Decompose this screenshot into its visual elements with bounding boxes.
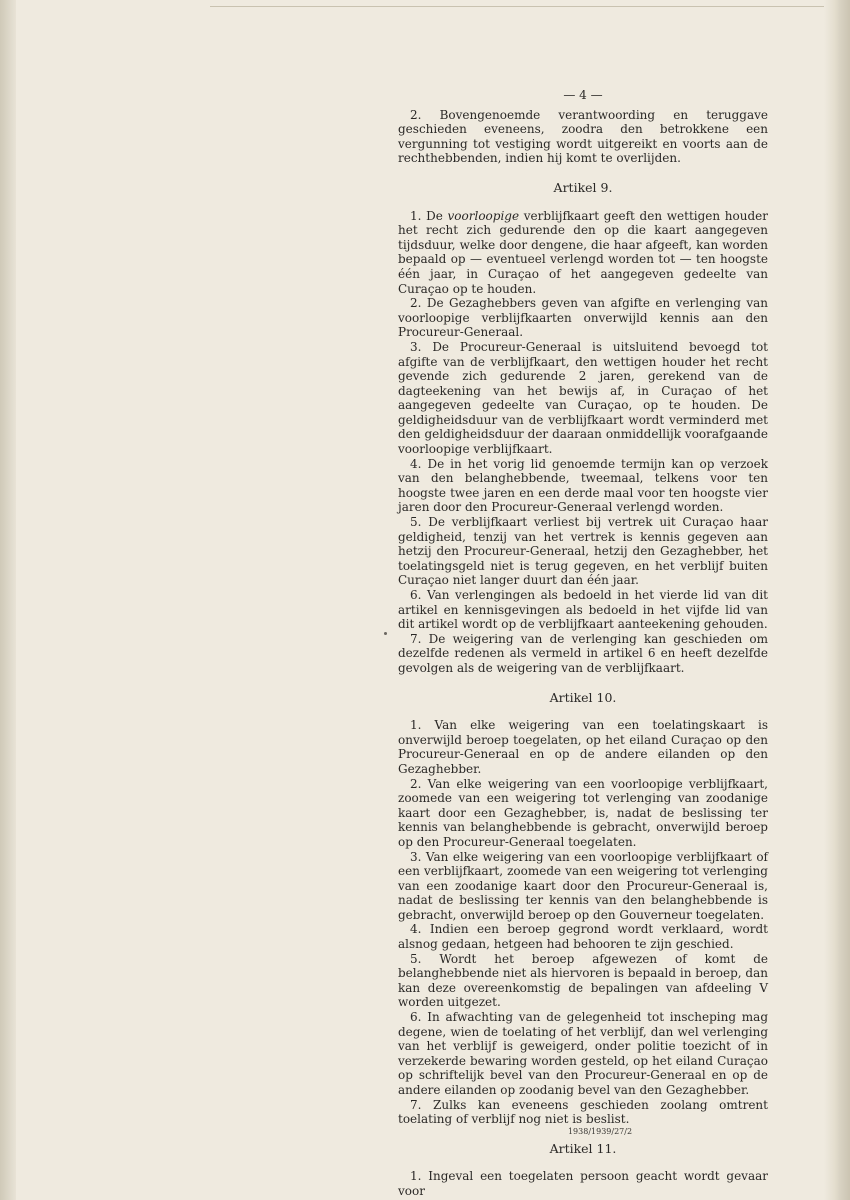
- article-10-paragraph: 4. Indien een beroep gegrond wordt verklaard, wordt alsnog gedaan, hetgeen had behooren te zijn geschied.: [398, 922, 768, 952]
- text-column: [398, 88, 768, 1199]
- article-10-paragraph: 1. Van elke weigering van een toelatingskaart is onverwijld beroep toegelaten, op het eiland Curaçao op den Procureur-Generaal en op de andere eilanden op den Gezaghebber.: [398, 718, 768, 776]
- page-stack-edge: [824, 0, 850, 1200]
- sheet-edge-line: [210, 6, 825, 7]
- lead-paragraph: 2. Bovengenoemde verantwoording en teruggave geschieden eveneens, zoodra den betrokkene een vergunning tot vestiging wordt uitgereikt en voorts aan de rechthebbenden, indien hij komt te overlijden.: [398, 107, 768, 166]
- article-9-p1-after: verblijfkaart geeft den wettigen houder het recht zich gedurende den op die kaart aangegeven tijdsduur, welke door dengene, die haar afgeeft, kan worden bepaald op — eventueel verlengd worden tot — ten hoogste één jaar, in Curaçao of het aangegeven gedeelte van Curaçao op te houden.: [398, 208, 768, 296]
- article-9-paragraph: 6. Van verlengingen als bedoeld in het vierde lid van dit artikel en kennisgevingen als bedoeld in het vijfde lid van dit artikel wordt op de verblijfkaart aanteekening gehouden.: [398, 588, 768, 632]
- article-9-heading: Artikel 9.: [553, 179, 613, 195]
- article-9-p1-before: 1. De: [410, 208, 448, 223]
- article-9-paragraph: 2. De Gezaghebbers geven van afgifte en verlenging van voorloopige verblijfkaarten onverwijld kennis aan den Procureur-Generaal.: [398, 296, 768, 340]
- page-number: — 4 —: [563, 88, 603, 102]
- article-10-paragraph: 2. Van elke weigering van een voorloopige verblijfkaart, zoomede van een weigering tot verlenging van zoodanige kaart door een Gezaghebber, is, nadat de beslissing ter kennis van belanghebbende is gebracht, onverwijld beroep op den Procureur-Generaal toegelaten.: [398, 776, 768, 849]
- article-9-paragraph: 7. De weigering van de verlenging kan geschieden om dezelfde redenen als vermeld in artikel 6 en heeft dezelfde gevolgen als de weigering van de verblijfkaart.: [398, 631, 768, 675]
- article-9-p1-italic: voorloopige: [447, 208, 520, 223]
- article-11-paragraph: 1. Ingeval een toegelaten persoon geacht wordt gevaar voor: [398, 1169, 768, 1198]
- page-binding: [0, 0, 16, 1200]
- footer-reference: 1938/1939/27/2: [567, 1127, 633, 1136]
- article-9-paragraph: 4. De in het vorig lid genoemde termijn kan op verzoek van den belanghebbende, tweemaal, telkens voor ten hoogste twee jaren en een derde maal voor ten hoogste vier jaren door den Procureur-Generaal verlengd worden.: [398, 456, 768, 515]
- article-10-paragraph: 7. Zulks kan eveneens geschieden zoolang omtrent toelating of verblijf nog niet is beslist.: [398, 1097, 768, 1127]
- article-10-heading: Artikel 10.: [549, 689, 617, 705]
- article-9-paragraph: 3. De Procureur-Generaal is uitsluitend bevoegd tot afgifte van de verblijfkaart, den wettigen houder het recht gevende zich gedurende 2 jaren, gerekend van de dagteekening van het bewijs af, in Curaçao of het aangegeven gedeelte van Curaçao, op te houden. De geldigheidsduur van de verblijfkaart wordt verminderd met den geldigheidsduur der daaraan onmiddellijk voorafgaande voorloopige verblijfkaart.: [398, 339, 768, 457]
- article-11-heading: Artikel 11.: [549, 1140, 617, 1156]
- article-9-paragraph-1: [398, 209, 768, 297]
- article-10-paragraph: 6. In afwachting van de gelegenheid tot inscheping mag degene, wien de toelating of het verblijf, dan wel verlenging van het verblijf is geweigerd, onder politie toezicht of in verzekerde bewaring worden gesteld, op het eiland Curaçao op schriftelijk bevel van den Procureur-Generaal en op de andere eilanden op zoodanig bevel van den Gezaghebber.: [398, 1010, 768, 1097]
- paper-speck: [384, 632, 387, 635]
- article-9-paragraph: 5. De verblijfkaart verliest bij vertrek uit Curaçao haar geldigheid, tenzij van het vertrek is kennis gegeven aan hetzij den Procureur-Generaal, hetzij den Gezaghebber, het toelatingsgeld niet is terug gegeven, en het verblijf buiten Curaçao niet langer duurt dan één jaar.: [398, 515, 768, 588]
- article-10-paragraph: 3. Van elke weigering van een voorloopige verblijfkaart of een verblijfkaart, zoomede van een weigering tot verlenging van een zoodanige kaart door den Procureur-Generaal is, nadat de beslissing ter kennis van den belanghebbende is gebracht, onverwijld beroep op den Gouverneur toegelaten.: [398, 849, 768, 922]
- article-10-paragraph: 5. Wordt het beroep afgewezen of komt de belanghebbende niet als hiervoren is bepaald in beroep, dan kan deze overeenkomstig de bepalingen van afdeeling V worden uitgezet.: [398, 951, 768, 1010]
